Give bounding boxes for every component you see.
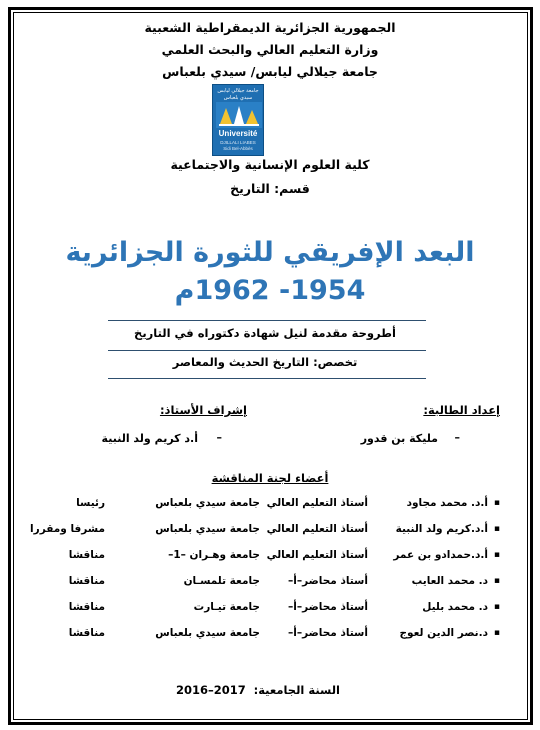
thesis-specialty: تخصص: التاريخ الحديث والمعاصر — [172, 355, 358, 369]
member-rank: أستاذ التعليم العالي — [266, 523, 368, 535]
member-rank: أستاذ التعليم العالي — [266, 497, 368, 509]
member-role: مناقشا — [68, 549, 105, 561]
bullet-icon: ▪ — [493, 498, 500, 508]
university-logo — [212, 84, 264, 156]
bullet-icon: ▪ — [493, 576, 500, 586]
logo-arabic-line1: جامعة جيلالي ليابس — [217, 88, 259, 94]
bullet-icon: ▪ — [493, 524, 500, 534]
ministry-name: وزارة التعليم العالي والبحث العلمي — [161, 42, 379, 57]
member-name: أ.د.حمدادو بن عمر — [393, 549, 488, 561]
member-rank: أستاذ محاضر–أ– — [288, 601, 368, 613]
academic-year-label: السنة الجامعية: — [253, 683, 340, 697]
member-institution: جامعة سيدي بلعباس — [155, 497, 260, 509]
member-role: مناقشا — [68, 627, 105, 639]
member-institution: جامعة تلمسـان — [183, 575, 260, 587]
academic-year-value: 2016–2017 — [176, 683, 246, 697]
bullet-icon: ▪ — [493, 550, 500, 560]
committee-row — [30, 523, 500, 541]
bullet-icon: ▪ — [493, 602, 500, 612]
logo-sub2: Sidi Bel-Abbès — [223, 146, 253, 151]
committee-row — [30, 627, 500, 645]
supervisor-name: أ.د كريم ولد النبية — [101, 432, 198, 445]
member-institution: جامعة سيدي بلعباس — [155, 523, 260, 535]
logo-universite: Université — [218, 129, 258, 138]
logo-arabic-line2: سيدي بلعباس — [223, 95, 253, 101]
thesis-description: أطروحة مقدمة لنيل شهادة دكتوراه في التاريخ — [134, 326, 396, 340]
student-name: مليكة بن قدور — [360, 432, 438, 445]
student-label: إعداد الطالبة: — [423, 403, 500, 417]
divider-middle — [108, 350, 426, 351]
member-rank: أستاذ محاضر–أ– — [288, 627, 368, 639]
committee-row — [30, 497, 500, 515]
member-name: أ.د. محمد مجاود — [406, 497, 488, 509]
member-rank: أستاذ محاضر–أ– — [288, 575, 368, 587]
member-institution: جامعة سيدي بلعباس — [155, 627, 260, 639]
logo-emblem-icon — [216, 102, 262, 128]
committee-title: أعضاء لجنة المناقشة — [211, 471, 329, 485]
department-name: قسم: التاريخ — [230, 181, 310, 196]
supervisor-label: إشراف الأستاذ: — [159, 403, 247, 417]
student-dash: – — [454, 431, 460, 444]
member-rank: أستاذ التعليم العالي — [266, 549, 368, 561]
committee-row — [30, 575, 500, 593]
member-name: د. محمد بليل — [422, 601, 488, 613]
divider-top — [108, 320, 426, 321]
supervisor-dash: – — [216, 431, 222, 444]
committee-row — [30, 549, 500, 567]
logo-sub1: DJILLALI LIABES — [220, 140, 256, 145]
republic-name: الجمهورية الجزائرية الديمقراطية الشعبية — [144, 20, 396, 35]
member-role: مشرفا ومقررا — [30, 523, 105, 535]
committee-row — [30, 601, 500, 619]
member-role: مناقشا — [68, 575, 105, 587]
member-name: د. محمد العايب — [411, 575, 488, 587]
member-institution: جامعة وهـران –1– — [168, 549, 260, 561]
thesis-title: البعد الإفريقي للثورة الجزائرية — [65, 237, 475, 268]
member-name: أ.د.كريم ولد النبية — [395, 523, 488, 535]
member-role: رئيسا — [76, 497, 105, 509]
bullet-icon: ▪ — [493, 628, 500, 638]
thesis-years: 1954- 1962م — [174, 275, 366, 306]
faculty-name: كلية العلوم الإنسانية والاجتماعية — [170, 157, 370, 172]
member-name: د.نصر الدين لعوج — [399, 627, 488, 639]
member-role: مناقشا — [68, 601, 105, 613]
divider-bottom — [108, 378, 426, 379]
member-institution: جامعة تيـارت — [193, 601, 260, 613]
university-name: جامعة جيلالي ليابس/ سيدي بلعباس — [162, 64, 378, 79]
